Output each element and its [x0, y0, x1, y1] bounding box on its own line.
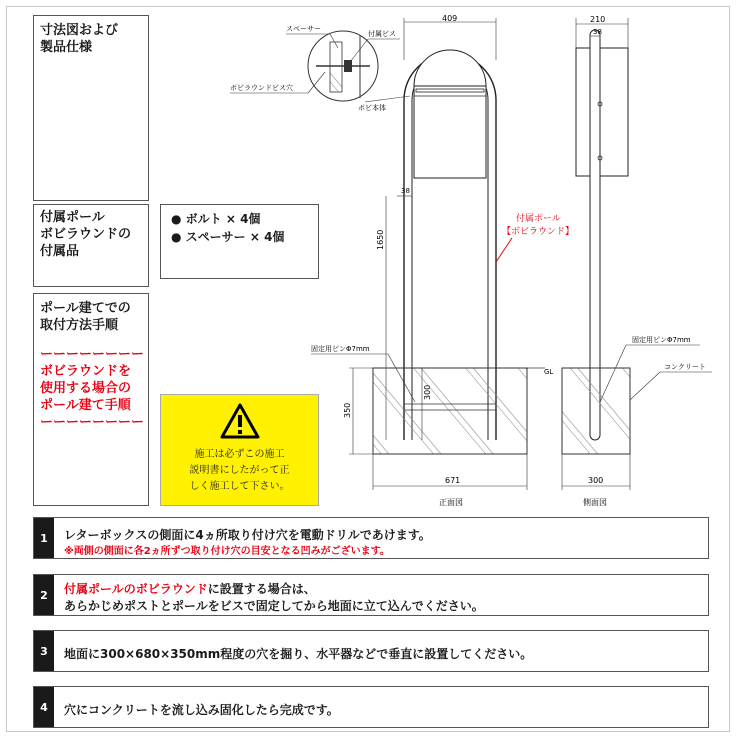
- dim-350: 350: [343, 402, 352, 418]
- side-dim-38: 38: [593, 28, 602, 36]
- accessories-title-line2: ボビラウンドの: [40, 227, 132, 242]
- step-number: 4: [34, 687, 54, 727]
- dim-1650: 1650: [376, 229, 385, 250]
- label-spacer: スペーサー: [286, 25, 321, 33]
- step-text-line1: [64, 580, 316, 597]
- dim-width: 409: [442, 14, 458, 23]
- install-title-line1: ポール建てでの: [40, 301, 131, 316]
- step-text: レターボックスの側面に4ヵ所取り付け穴を電動ドリルであけます。: [64, 528, 431, 542]
- dim-671: 671: [445, 476, 461, 485]
- accessories-title-line3: 付属品: [40, 244, 80, 259]
- step-number: 3: [34, 631, 54, 671]
- bullet-icon: ●: [171, 212, 182, 226]
- spec-title-line2: 製品仕様: [40, 40, 93, 55]
- warning-line1: 施工は必ずこの施工: [194, 449, 285, 460]
- step-4: [33, 686, 709, 728]
- red-divider-top: ーーーーーーーー: [40, 347, 145, 362]
- step-text-rest: に設置する場合は、: [207, 582, 316, 596]
- red-divider-bottom: ーーーーーーーー: [40, 415, 145, 430]
- label-hole: ボビラウンドビス穴: [230, 84, 293, 92]
- step-2: [33, 574, 709, 616]
- label-pole-red-2: 【ボビラウンド】: [502, 227, 575, 237]
- dim-38-front: 38: [401, 187, 410, 195]
- step-text-highlight: 付属ポールのボビラウンド: [64, 582, 208, 596]
- install-title-line2: 取付方法手順: [40, 318, 119, 333]
- side-dim-210: 210: [590, 15, 606, 24]
- step-3: [33, 630, 709, 672]
- label-body: ボビ本体: [358, 104, 386, 112]
- label-side-view: 側面図: [583, 498, 607, 507]
- accessory-item-label: スペーサー × 4個: [185, 230, 285, 244]
- label-pole-red-1: 付属ポール: [516, 214, 561, 224]
- step-note: ※両側の側面に各2ヵ所ずつ取り付け穴の目安となる凹みがございます。: [64, 546, 390, 557]
- red-note-line3: ポール建て手順: [40, 398, 131, 413]
- label-pin-side: 固定用ピンΦ7mm: [632, 336, 691, 344]
- detail-circle: [308, 31, 378, 101]
- label-gl: GL: [544, 368, 554, 376]
- red-note-line2: 使用する場合の: [40, 381, 132, 396]
- bullet-icon: ●: [171, 230, 182, 244]
- front-view: [311, 14, 574, 507]
- label-screw: 付属ビス: [368, 30, 396, 38]
- label-concrete: コンクリート: [664, 363, 706, 371]
- step-number: 1: [34, 518, 54, 558]
- red-note-line1: ボビラウンドを: [40, 364, 132, 379]
- label-pin-front: 固定用ピンΦ7mm: [311, 345, 370, 353]
- step-text: 穴にコンクリートを流し込み固化したら完成です。: [64, 703, 339, 717]
- step-number: 2: [34, 575, 54, 615]
- side-view: [562, 15, 712, 507]
- accessory-item-label: ボルト × 4個: [185, 212, 261, 226]
- warning-line2: 説明書にしたがって正: [189, 465, 290, 476]
- accessories-title-line1: 付属ポール: [40, 210, 105, 225]
- spec-title-line1: 寸法図および: [40, 23, 119, 38]
- step-text: 地面に300×680×350mm程度の穴を掘り、水平器などで垂直に設置してください。: [64, 647, 533, 661]
- step-1: [33, 517, 709, 559]
- step-text-line2: あらかじめポストとポールをビスで固定してから地面に立て込んでください。: [64, 599, 484, 613]
- warning-line3: しく施工して下さい。: [189, 481, 290, 492]
- dim-300: 300: [423, 384, 432, 400]
- label-front-view: 正面図: [439, 498, 463, 507]
- side-dim-300: 300: [588, 476, 604, 485]
